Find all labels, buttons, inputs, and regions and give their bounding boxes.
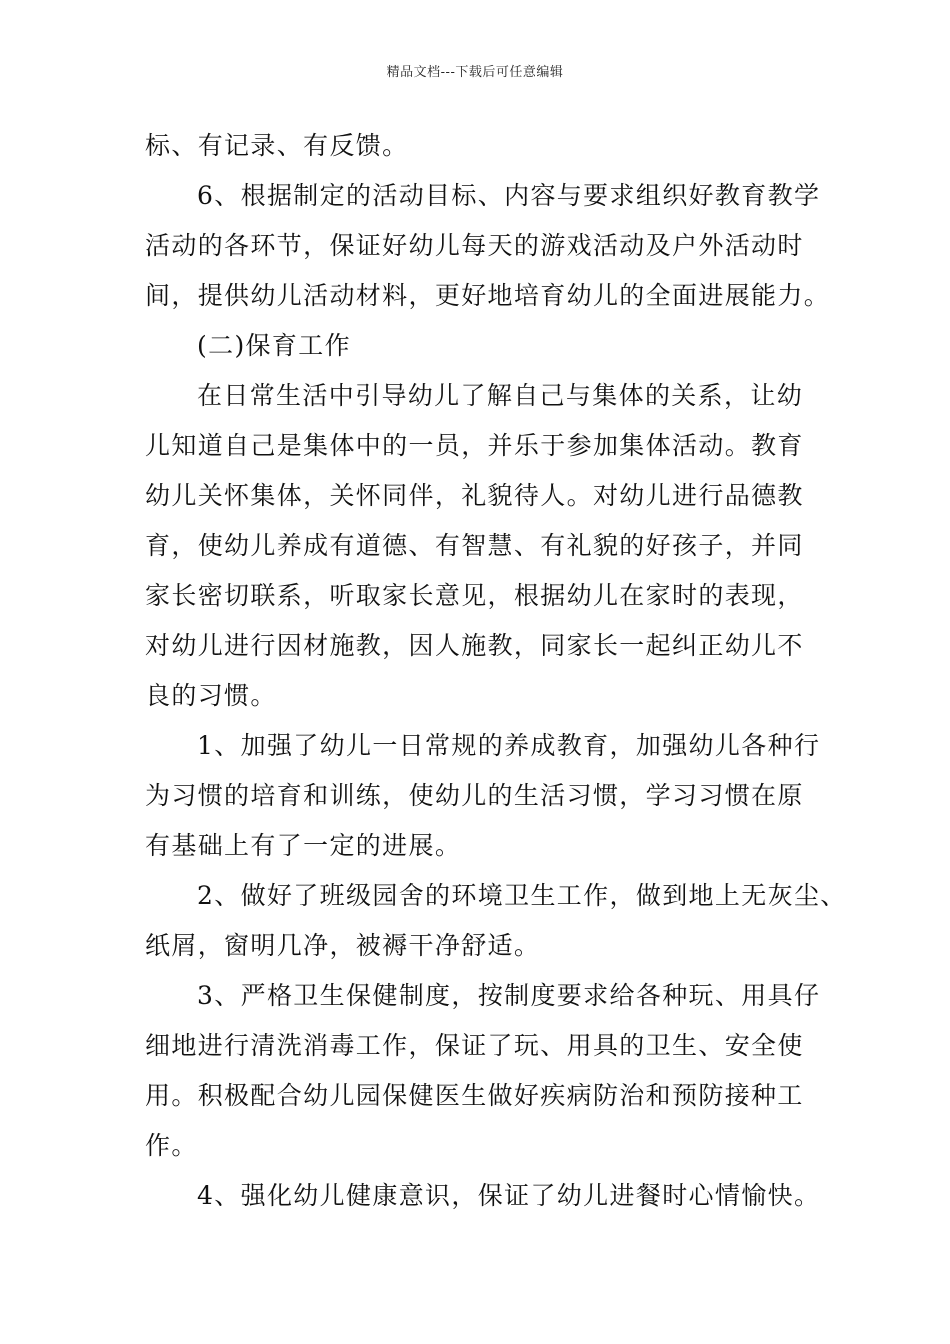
paragraph-start-line: 在日常生活中引导幼儿了解自己与集体的关系，让幼 [197,381,804,410]
section-heading: (二)保育工作 [197,331,351,360]
text-line: 间，提供幼儿活动材料，更好地培育幼儿的全面进展能力。 [145,281,831,310]
text-line: 家长密切联系，听取家长意见，根据幼儿在家时的表现， [145,581,804,610]
text-line: 幼儿关怀集体，关怀同伴，礼貌待人。对幼儿进行品德教 [145,481,804,510]
paragraph-start-line: 6、根据制定的活动目标、内容与要求组织好教育教学 [197,181,821,210]
text-line: 纸屑，窗明几净，被褥干净舒适。 [145,931,541,960]
text-line: 育，使幼儿养成有道德、有智慧、有礼貌的好孩子，并同 [145,531,804,560]
paragraph-start-line: 3、严格卫生保健制度，按制度要求给各种玩、用具仔 [197,981,821,1010]
text-line: 细地进行清洗消毒工作，保证了玩、用具的卫生、安全使 [145,1031,804,1060]
text-line: 为习惯的培育和训练，使幼儿的生活习惯，学习习惯在原 [145,781,804,810]
text-line: 儿知道自己是集体中的一员，并乐于参加集体活动。教育 [145,431,804,460]
text-line: 活动的各环节，保证好幼儿每天的游戏活动及户外活动时 [145,231,804,260]
text-line: 有基础上有了一定的进展。 [145,831,462,860]
text-line: 良的习惯。 [145,681,277,710]
paragraph-start-line: 1、加强了幼儿一日常规的养成教育，加强幼儿各种行 [197,731,821,760]
text-line: 标、有记录、有反馈。 [145,131,409,160]
paragraph-start-line: 2、做好了班级园舍的环境卫生工作，做到地上无灰尘、 [197,881,847,910]
text-line: 作。 [145,1131,198,1160]
paragraph-start-line: 4、强化幼儿健康意识，保证了幼儿进餐时心情愉快。 [197,1181,821,1210]
page-header: 精品文档---下载后可任意编辑 [386,65,564,80]
text-line: 对幼儿进行因材施教，因人施教，同家长一起纠正幼儿不 [145,631,804,660]
text-line: 用。积极配合幼儿园保健医生做好疾病防治和预防接种工 [145,1081,804,1110]
